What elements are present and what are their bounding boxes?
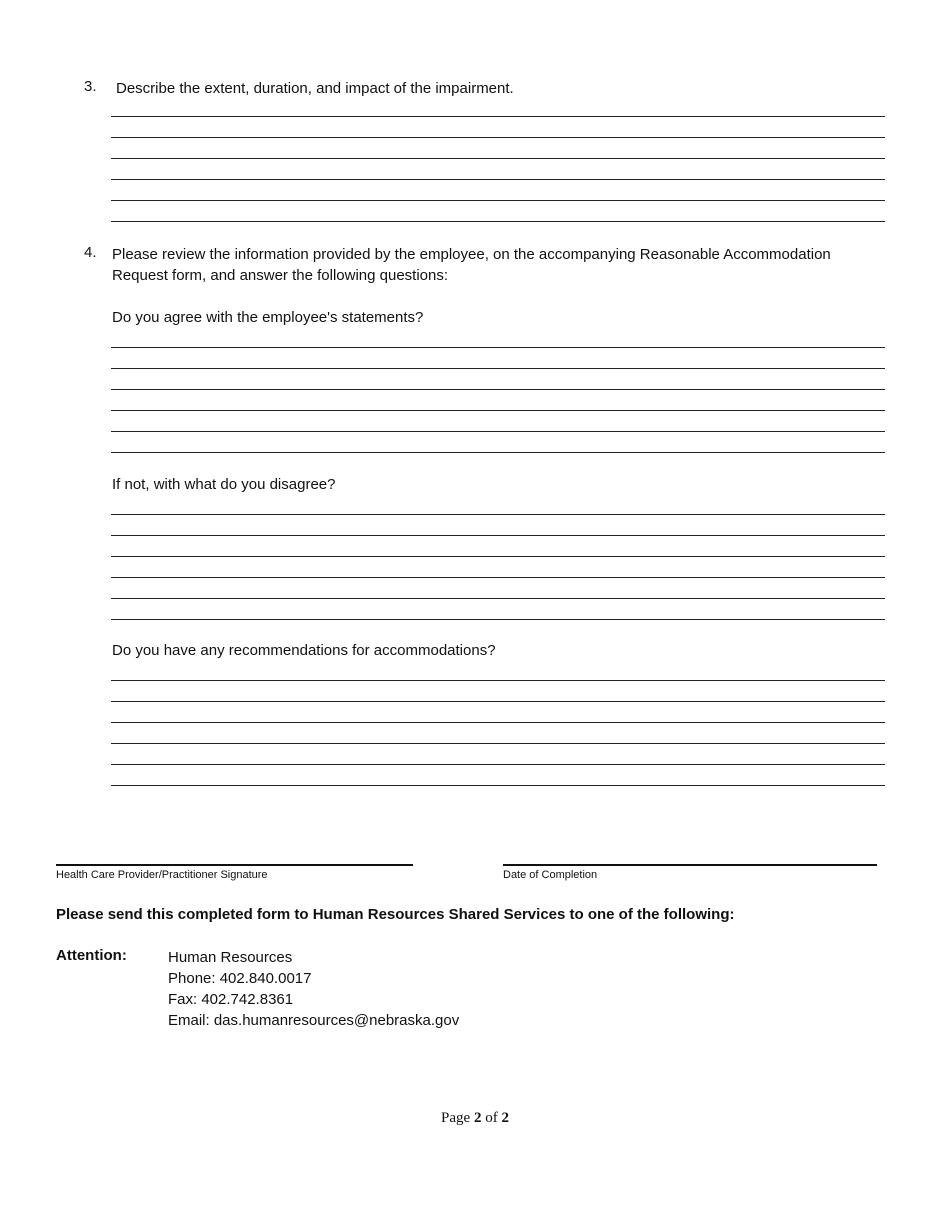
answer-line[interactable]	[111, 702, 885, 723]
answer-line[interactable]	[111, 159, 885, 180]
contact-block	[168, 947, 459, 1031]
question-4-text-line-2: Request form, and answer the following questions:	[112, 267, 449, 284]
page-word: Page	[441, 1110, 471, 1126]
question-4-text	[112, 244, 892, 286]
provider-signature-line[interactable]	[56, 864, 413, 866]
question-3-number: 3.	[84, 78, 97, 95]
page-footer	[0, 1110, 950, 1127]
question-3-answer-lines[interactable]	[111, 96, 885, 222]
question-4-sub-3: Do you have any recommendations for accommodations?	[112, 642, 496, 659]
question-3-text: Describe the extent, duration, and impact of the impairment.	[116, 80, 514, 97]
question-4-sub-1-answer-lines[interactable]	[111, 327, 885, 453]
contact-phone: Phone: 402.840.0017	[168, 970, 312, 987]
provider-signature-label: Health Care Provider/Practitioner Signature	[56, 869, 268, 881]
question-4-sub-2-answer-lines[interactable]	[111, 494, 885, 620]
answer-line[interactable]	[111, 660, 885, 681]
question-4-sub-2: If not, with what do you disagree?	[112, 476, 336, 493]
current-page: 2	[473, 1110, 482, 1126]
answer-line[interactable]	[111, 180, 885, 201]
answer-line[interactable]	[111, 744, 885, 765]
answer-line[interactable]	[111, 723, 885, 744]
answer-line[interactable]	[111, 432, 885, 453]
answer-line[interactable]	[111, 557, 885, 578]
answer-line[interactable]	[111, 515, 885, 536]
contact-name: Human Resources	[168, 949, 293, 966]
date-of-completion-label: Date of Completion	[503, 869, 598, 881]
answer-line[interactable]	[111, 494, 885, 515]
total-pages: 2	[501, 1110, 509, 1126]
attention-label: Attention:	[56, 947, 127, 964]
date-of-completion-line[interactable]	[503, 864, 877, 866]
answer-line[interactable]	[111, 96, 885, 117]
question-4-number: 4.	[84, 244, 97, 261]
answer-line[interactable]	[111, 765, 885, 786]
of-word: of	[485, 1110, 498, 1126]
contact-fax: Fax: 402.742.8361	[168, 991, 294, 1008]
answer-line[interactable]	[111, 599, 885, 620]
answer-line[interactable]	[111, 390, 885, 411]
answer-line[interactable]	[111, 327, 885, 348]
answer-line[interactable]	[111, 138, 885, 159]
answer-line[interactable]	[111, 681, 885, 702]
answer-line[interactable]	[111, 369, 885, 390]
answer-line[interactable]	[111, 578, 885, 599]
answer-line[interactable]	[111, 348, 885, 369]
send-instruction: Please send this completed form to Human Resources Shared Services to one of the following:	[56, 906, 735, 923]
question-4-sub-1: Do you agree with the employee's statements?	[112, 309, 424, 326]
question-4-sub-3-answer-lines[interactable]	[111, 660, 885, 786]
answer-line[interactable]	[111, 117, 885, 138]
answer-line[interactable]	[111, 411, 885, 432]
contact-email: Email: das.humanresources@nebraska.gov	[168, 1012, 460, 1029]
question-4-text-line-1: Please review the information provided by the employee, on the accompanying Reasonable Accommodation	[112, 246, 831, 263]
answer-line[interactable]	[111, 201, 885, 222]
answer-line[interactable]	[111, 536, 885, 557]
